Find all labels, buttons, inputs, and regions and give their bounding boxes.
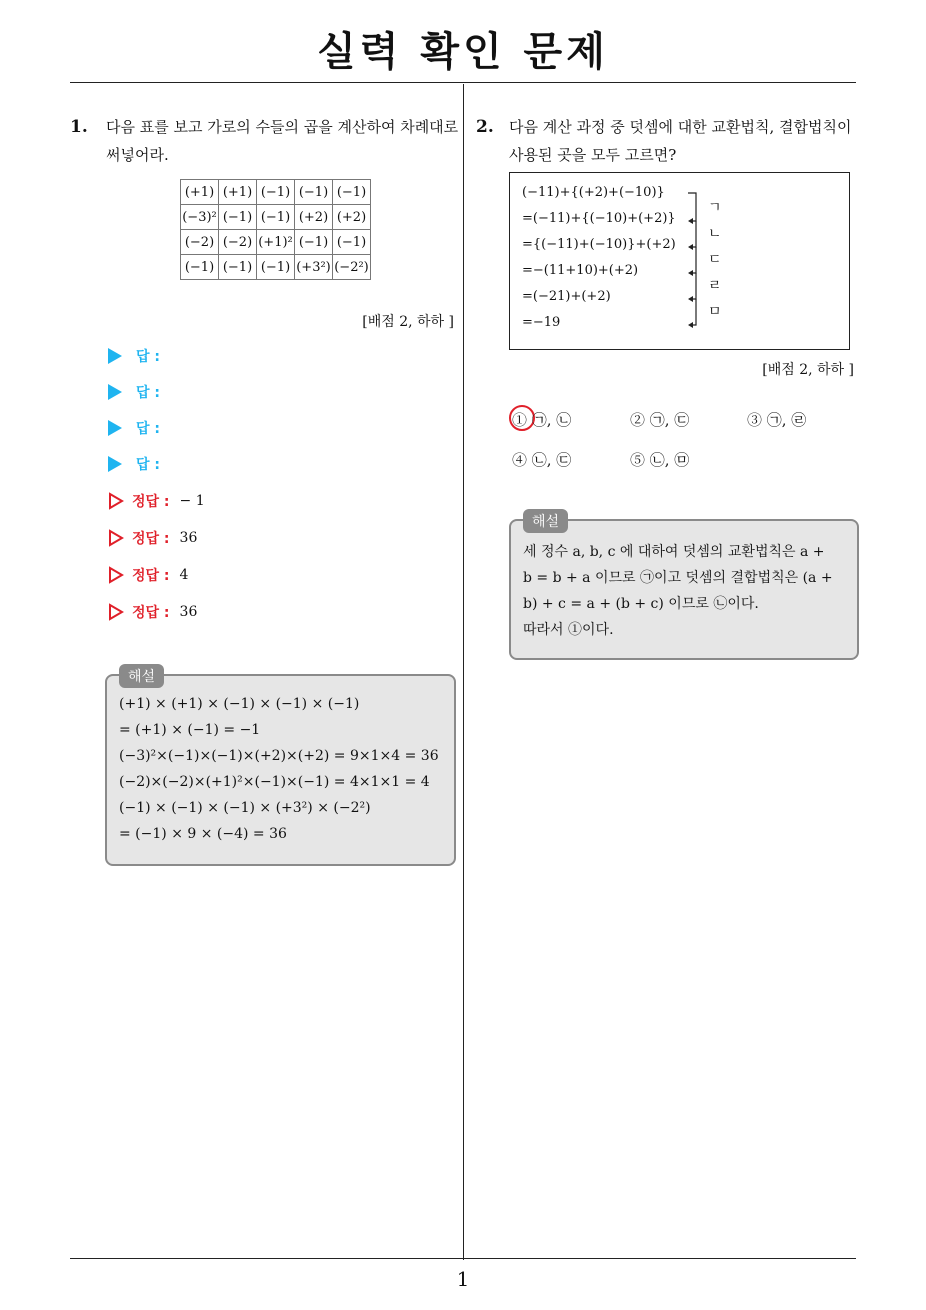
- q2-number: 2.: [476, 117, 494, 137]
- table-cell: (+2): [333, 205, 371, 230]
- answer-row: [108, 381, 160, 403]
- calc-line: =(−11)+{(−10)+(+2)}: [522, 211, 676, 226]
- q1-text-line: 다음 표를 보고 가로의 수들의 곱을 계산하여 차례대로: [106, 118, 459, 136]
- step-label: ㄱ: [708, 200, 722, 216]
- explanation-tag: 해설: [523, 509, 568, 533]
- answer-row: [108, 417, 160, 439]
- table-row: [181, 180, 371, 205]
- correct-label: 정답 :: [132, 568, 170, 584]
- table-cell: (−2²): [333, 255, 371, 280]
- explanation-line: b = b + a 이므로 ㉠이고 덧셈의 결합법칙은 (a +: [523, 570, 833, 586]
- correct-answer-row: [108, 601, 197, 623]
- correct-value: 36: [179, 604, 198, 620]
- explanation-line: (−1) × (−1) × (−1) × (+3²) × (−2²): [119, 800, 371, 816]
- explanation-line: 따라서 ①이다.: [523, 622, 614, 638]
- triangle-icon: [108, 456, 122, 472]
- q1-explanation-box: [105, 669, 456, 866]
- step-label: ㅁ: [708, 304, 722, 320]
- correct-value: − 1: [179, 493, 205, 509]
- answer-label: 답 :: [136, 385, 160, 401]
- triangle-icon: [108, 348, 122, 364]
- page-title: 실력 확인 문제: [317, 29, 609, 75]
- q2-text-line: 다음 계산 과정 중 덧셈에 대한 교환법칙, 결합법칙이: [509, 118, 852, 136]
- triangle-icon: [108, 420, 122, 436]
- choice-3[interactable]: ③ ㉠, ㉣: [747, 411, 807, 429]
- explanation-line: 세 정수 a, b, c 에 대하여 덧셈의 교환법칙은 a +: [523, 544, 825, 560]
- choice-5[interactable]: ⑤ ㉡, ㉤: [630, 451, 690, 469]
- q2-text-line: 사용된 곳을 모두 고르면?: [509, 146, 677, 164]
- table-cell: (−1): [295, 230, 333, 255]
- calc-line: ={(−11)+(−10)}+(+2): [522, 237, 676, 252]
- q1-number: 1.: [70, 117, 88, 137]
- triangle-outline-icon: [108, 492, 124, 510]
- q1-text-line: 써넣어라.: [106, 146, 169, 164]
- table-cell: (+3²): [295, 255, 333, 280]
- table-row: [181, 255, 371, 280]
- correct-value: 36: [179, 530, 198, 546]
- q2-text: [509, 113, 851, 169]
- correct-label: 정답 :: [132, 531, 170, 547]
- q1-score: [배점 2, 하하 ]: [362, 314, 454, 330]
- choice-1[interactable]: ① ㉠, ㉡: [512, 411, 572, 429]
- explanation-line: (−3)²×(−1)×(−1)×(+2)×(+2) = 9×1×4 = 36: [119, 748, 439, 764]
- triangle-icon: [108, 384, 122, 400]
- column-divider: [463, 84, 464, 1260]
- correct-label: 정답 :: [132, 494, 170, 510]
- answer-row: [108, 453, 160, 475]
- table-row: [181, 205, 371, 230]
- bottom-divider: [70, 1258, 856, 1259]
- q2-score: [배점 2, 하하 ]: [762, 362, 854, 378]
- explanation-line: = (+1) × (−1) = −1: [119, 722, 261, 738]
- correct-label: 정답 :: [132, 605, 170, 621]
- table-cell: (−1): [295, 180, 333, 205]
- answer-label: 답 :: [136, 349, 160, 365]
- explanation-line: (−2)×(−2)×(+1)²×(−1)×(−1) = 4×1×1 = 4: [119, 774, 430, 790]
- explanation-tag: 해설: [119, 664, 164, 688]
- table-cell: (−1): [219, 205, 257, 230]
- q2-calculation-box: [509, 172, 850, 350]
- q2-explanation-box: [509, 514, 859, 660]
- q1-text: [106, 113, 458, 169]
- table-cell: (−3)²: [181, 205, 219, 230]
- table-cell: (−1): [257, 180, 295, 205]
- triangle-outline-icon: [108, 566, 124, 584]
- top-divider: [70, 82, 856, 83]
- triangle-outline-icon: [108, 603, 124, 621]
- table-cell: (−2): [181, 230, 219, 255]
- table-cell: (−1): [181, 255, 219, 280]
- explanation-line: b) + c = a + (b + c) 이므로 ㉡이다.: [523, 596, 759, 612]
- table-cell: (+1): [181, 180, 219, 205]
- calc-line: =(−21)+(+2): [522, 289, 611, 304]
- correct-answer-row: [108, 490, 205, 512]
- answer-label: 답 :: [136, 457, 160, 473]
- correct-answer-row: [108, 564, 188, 586]
- choice-2[interactable]: ② ㉠, ㉢: [630, 411, 690, 429]
- table-cell: (−2): [219, 230, 257, 255]
- table-cell: (+1)²: [257, 230, 295, 255]
- table-cell: (+2): [295, 205, 333, 230]
- table-cell: (+1): [219, 180, 257, 205]
- calc-line: =−(11+10)+(+2): [522, 263, 639, 278]
- correct-value: 4: [179, 567, 189, 583]
- step-label: ㄴ: [708, 226, 722, 242]
- table-cell: (−1): [219, 255, 257, 280]
- calc-line: (−11)+{(+2)+(−10)}: [522, 185, 665, 200]
- correct-answer-row: [108, 527, 197, 549]
- step-label: ㄹ: [708, 278, 722, 294]
- answer-label: 답 :: [136, 421, 160, 437]
- triangle-outline-icon: [108, 529, 124, 547]
- explanation-line: = (−1) × 9 × (−4) = 36: [119, 826, 287, 842]
- choice-4[interactable]: ④ ㉡, ㉢: [512, 451, 572, 469]
- step-label: ㄷ: [708, 252, 722, 268]
- q1-number-table: [180, 179, 371, 280]
- step-brackets: [510, 173, 849, 349]
- table-cell: (−1): [257, 255, 295, 280]
- explanation-line: (+1) × (+1) × (−1) × (−1) × (−1): [119, 696, 360, 712]
- table-row: [181, 230, 371, 255]
- page-number: 1: [456, 1267, 470, 1291]
- table-cell: (−1): [333, 180, 371, 205]
- calc-line: =−19: [522, 315, 561, 330]
- table-cell: (−1): [257, 205, 295, 230]
- answer-row: [108, 345, 160, 367]
- table-cell: (−1): [333, 230, 371, 255]
